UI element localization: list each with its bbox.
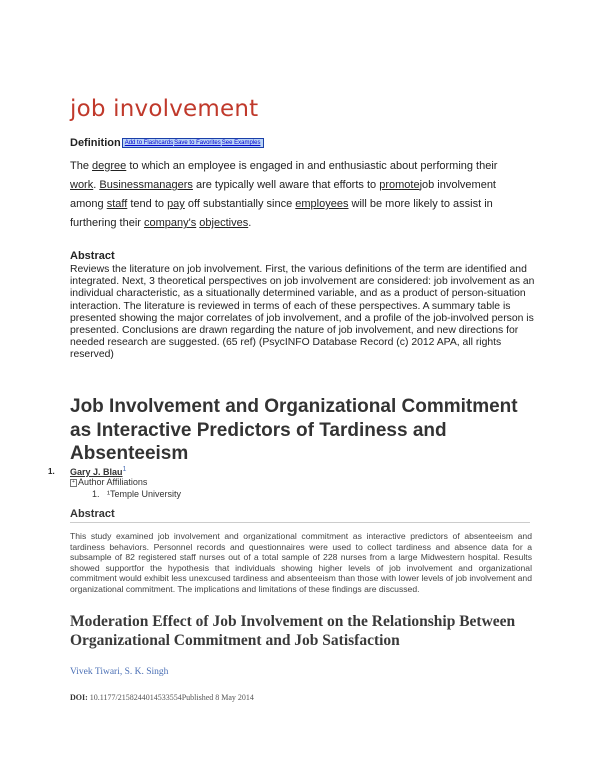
definition-text-segment: off substantially since	[184, 198, 296, 210]
author-name[interactable]	[70, 466, 126, 477]
affiliation-item: 1. ¹Temple University	[92, 489, 182, 499]
article-abstract-heading: Abstract	[70, 508, 115, 520]
author-sup: 1	[122, 466, 127, 473]
affiliations-label: Author Affiliations	[78, 477, 148, 487]
author-affiliations-toggle[interactable]	[70, 477, 147, 487]
definition-link[interactable]: work	[70, 179, 94, 191]
definition-text-segment: .	[248, 217, 252, 229]
save-to-favorites-link[interactable]: Save to Favorites	[174, 140, 221, 147]
divider	[70, 522, 530, 523]
definition-text-segment: will be more likely to assist in furthering their	[70, 198, 493, 229]
definition-label: Definition	[70, 137, 121, 149]
definition-link[interactable]: staff	[106, 198, 128, 210]
definition-text-segment: .	[93, 179, 100, 191]
definition-link[interactable]: objectives	[199, 217, 249, 229]
definition-toolbar	[122, 138, 265, 148]
definition-text-segment: job involvement among	[70, 179, 496, 210]
article-title: Job Involvement and Organizational Commitment as Interactive Predictors of Tardiness and Absenteeism	[70, 396, 518, 464]
definition-text-segment: The	[70, 160, 93, 172]
add-to-flashcards-link[interactable]: Add to Flashcards	[124, 140, 174, 147]
author-list-number: 1.	[48, 467, 55, 476]
definition-link[interactable]: promote	[379, 179, 420, 191]
article-abstract-text: This study examined job involvement and organizational commitment as interactive predictors of absenteeism and tardiness behaviors. Personnel records and questionnaires were used to collect tardiness and absence data for a subsample of 82 registered staff nurses out of a total sample of 228 nurses from a large Midwestern hospital. Results showed supportfor the hypothesis that individuals showing higher levels of job involvement and organizational commitment would exhibit less unexcused tardiness and absenteeism than those with lower levels of job involvement and organizational commitment. The implications and limitations of these findings are discussed.	[70, 531, 532, 594]
doi-label: DOI:	[70, 693, 88, 702]
page-title: job involvement	[70, 96, 259, 122]
abstract-heading: Abstract	[70, 250, 115, 262]
see-examples-link[interactable]: See Examples	[221, 140, 261, 147]
definition-link[interactable]: Businessmanagers	[99, 179, 193, 191]
article3-title: Moderation Effect of Job Involvement on the Relationship Between Organizational Commitment and Job Satisfaction	[70, 613, 516, 649]
definition-link[interactable]: degree	[92, 160, 127, 172]
definition-link[interactable]: employees	[295, 198, 349, 210]
expand-icon[interactable]: +	[70, 479, 77, 487]
definition-text-segment: to which an employee is engaged in and enthusiastic about performing their	[126, 160, 498, 172]
abstract-text: Reviews the literature on job involvement. First, the various definitions of the term are identified and integrated. Next, 3 theoretical perspectives on job involvement are considered: job involvement as an individual characteristic, as a situationally determined variable, and as a product of person-situation interaction. The literature is reviewed in terms of each of these perspectives. A summary table is presented showing the major correlates of job involvement, and a profile of the job-involved person is presented. Conclusions are drawn regarding the nature of job involvement, and new directions for needed research are suggested. (65 ref) (PsycINFO Database Record (c) 2012 APA, all rights reserved)	[70, 264, 535, 361]
doi-line	[70, 693, 254, 702]
doi-text: 10.1177/2158244014533554Published 8 May 2014	[87, 693, 254, 702]
definition-link[interactable]: pay	[167, 198, 185, 210]
definition-link[interactable]: company's	[143, 217, 197, 229]
article3-authors[interactable]: Vivek Tiwari, S. K. Singh	[70, 667, 169, 677]
definition-text-segment: tend to	[127, 198, 168, 210]
definition-row	[70, 137, 264, 149]
definition-text	[70, 157, 525, 233]
definition-text-segment: are typically well aware that efforts to	[192, 179, 380, 191]
author-link[interactable]: Gary J. Blau	[70, 467, 123, 477]
